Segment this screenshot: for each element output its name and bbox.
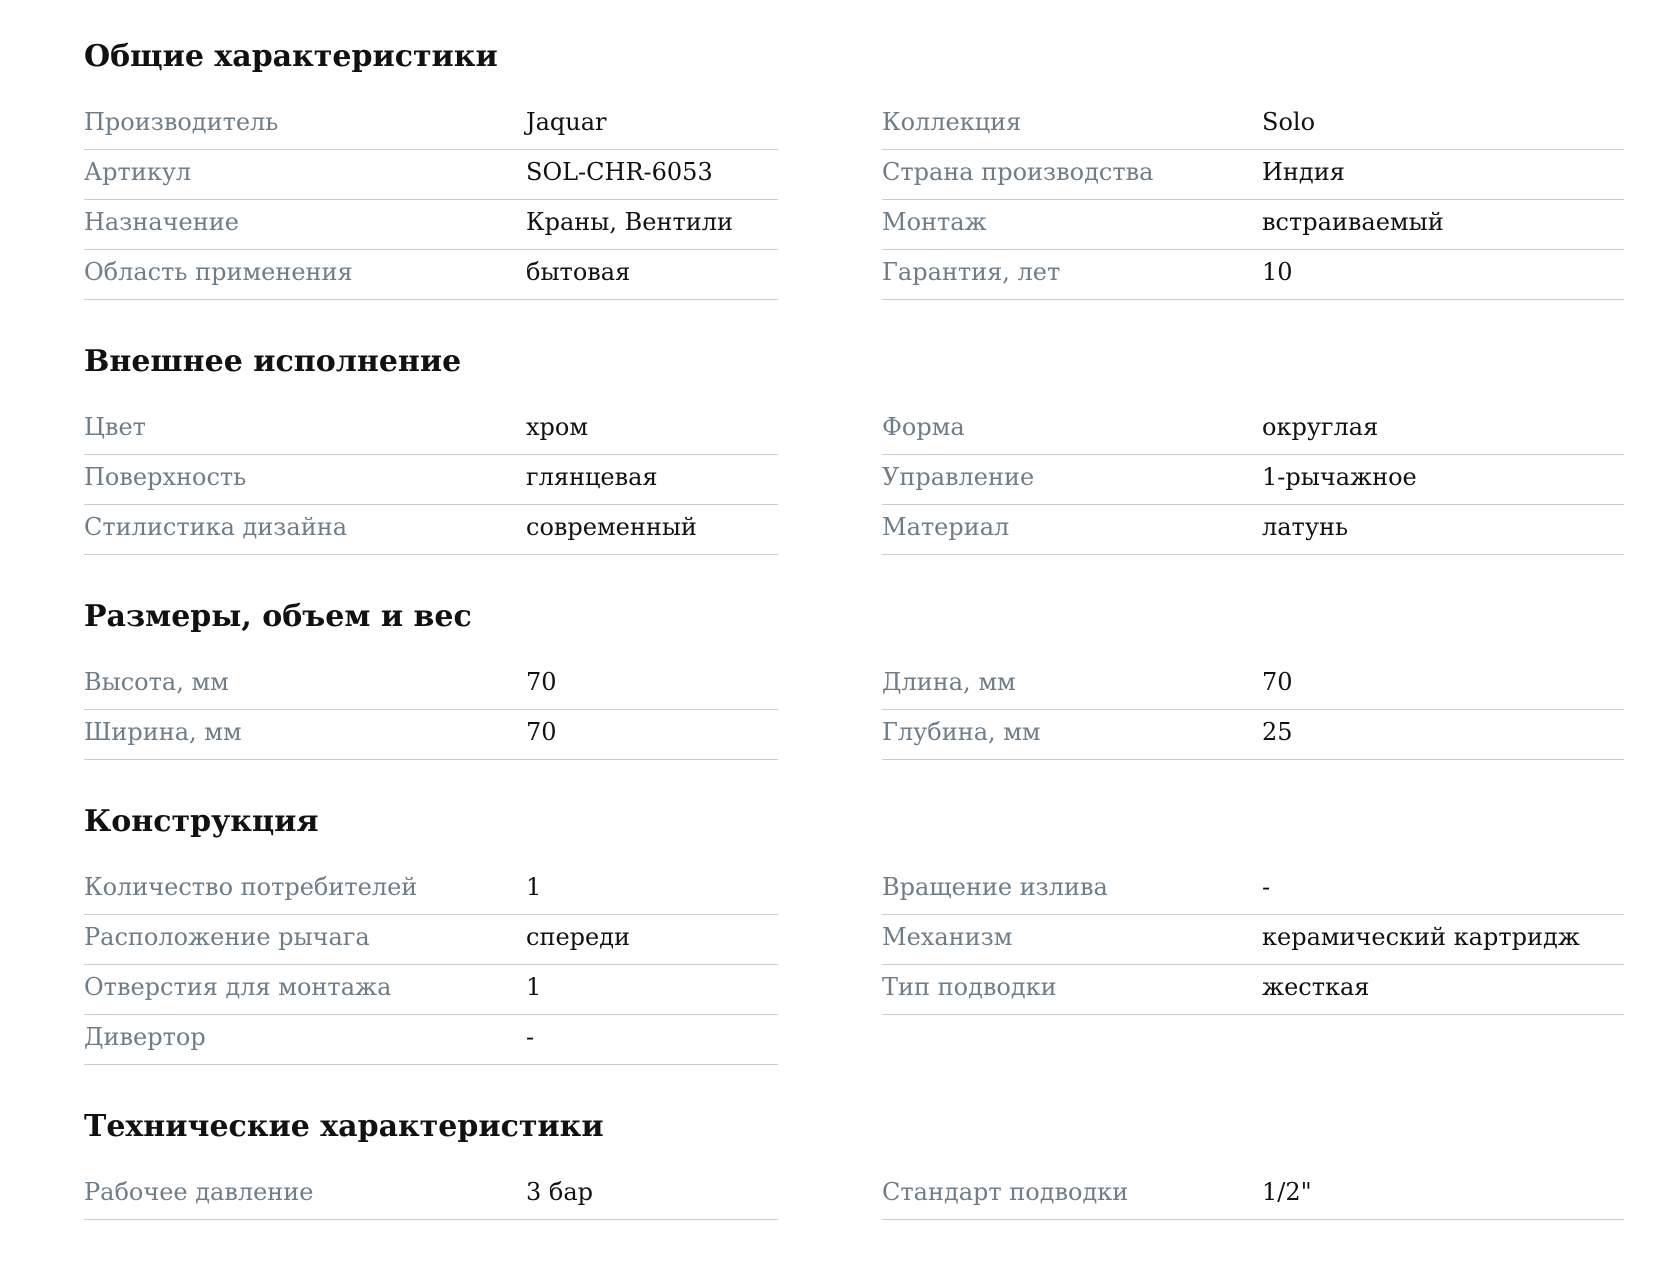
spec-value: 25 [1262,718,1293,746]
spec-column-right [882,405,1624,555]
spec-value: 3 бар [526,1178,594,1206]
section-general [84,32,1624,286]
spec-label: Поверхность [84,463,247,491]
spec-column-left [84,100,778,300]
spec-column-left [84,865,778,1065]
spec-column-right [882,865,1624,1015]
section-appearance [84,337,1624,541]
spec-value: глянцевая [526,463,658,491]
spec-label: Количество потребителей [84,873,418,901]
spec-value: хром [526,413,589,441]
spec-row [84,100,778,150]
spec-value: Индия [1262,158,1345,186]
spec-row [84,710,778,760]
spec-row [84,200,778,250]
spec-label: Расположение рычага [84,923,370,951]
spec-row [882,100,1624,150]
spec-label: Высота, мм [84,668,229,696]
section-title: Внешнее исполнение [84,344,462,379]
spec-column-right [882,100,1624,300]
spec-value: Jaquar [526,108,607,136]
spec-row [84,455,778,505]
spec-row [882,150,1624,200]
spec-value: Solo [1262,108,1316,136]
spec-label: Управление [882,463,1035,491]
spec-value: современный [526,513,697,541]
spec-label: Отверстия для монтажа [84,973,392,1001]
spec-value: Краны, Вентили [526,208,733,236]
spec-label: Коллекция [882,108,1022,136]
spec-label: Рабочее давление [84,1178,314,1206]
spec-label: Страна производства [882,158,1154,186]
spec-row [882,865,1624,915]
spec-value: спереди [526,923,630,951]
spec-column-left [84,660,778,760]
spec-value: встраиваемый [1262,208,1444,236]
spec-row [882,455,1624,505]
spec-label: Ширина, мм [84,718,242,746]
spec-row [84,1015,778,1065]
spec-row [882,965,1624,1015]
spec-label: Глубина, мм [882,718,1041,746]
spec-value: бытовая [526,258,631,286]
spec-column-right [882,1170,1624,1220]
spec-label: Вращение излива [882,873,1108,901]
spec-label: Механизм [882,923,1013,951]
spec-label: Дивертор [84,1023,206,1051]
spec-row [84,150,778,200]
spec-label: Назначение [84,208,239,236]
spec-value: 1/2" [1262,1178,1312,1206]
spec-row [882,915,1624,965]
spec-value: 70 [526,668,557,696]
spec-label: Область применения [84,258,353,286]
spec-label: Артикул [84,158,192,186]
spec-value: 1 [526,973,542,1001]
spec-label: Стандарт подводки [882,1178,1129,1206]
spec-row [84,965,778,1015]
spec-row [882,710,1624,760]
spec-value: 1-рычажное [1262,463,1417,491]
spec-row [84,865,778,915]
spec-label: Материал [882,513,1010,541]
spec-row [84,250,778,300]
spec-row [84,660,778,710]
spec-label: Длина, мм [882,668,1016,696]
spec-value: жесткая [1262,973,1370,1001]
spec-label: Гарантия, лет [882,258,1061,286]
spec-label: Стилистика дизайна [84,513,348,541]
spec-label: Форма [882,413,965,441]
section-title: Общие характеристики [84,39,498,74]
spec-row [882,660,1624,710]
spec-row [84,405,778,455]
spec-label: Тип подводки [882,973,1057,1001]
section-title: Размеры, объем и вес [84,599,472,634]
spec-value: SOL-CHR-6053 [526,158,713,186]
spec-column-left [84,1170,778,1220]
spec-row [882,505,1624,555]
spec-column-right [882,660,1624,760]
section-technical [84,1102,1624,1206]
section-dimensions [84,592,1624,746]
spec-row [882,1170,1624,1220]
spec-value: округлая [1262,413,1379,441]
spec-value: латунь [1262,513,1349,541]
spec-label: Цвет [84,413,146,441]
spec-value: 70 [1262,668,1293,696]
spec-value: 1 [526,873,542,901]
spec-value: - [1262,873,1271,901]
spec-value: 70 [526,718,557,746]
spec-value: 10 [1262,258,1293,286]
section-title: Конструкция [84,804,319,839]
spec-row [84,915,778,965]
spec-column-left [84,405,778,555]
section-title: Технические характеристики [84,1109,604,1144]
spec-row [882,405,1624,455]
spec-row [882,250,1624,300]
spec-row [84,505,778,555]
spec-label: Производитель [84,108,279,136]
spec-value: - [526,1023,535,1051]
section-construction [84,797,1624,1051]
spec-row [84,1170,778,1220]
spec-row [882,200,1624,250]
spec-label: Монтаж [882,208,987,236]
spec-value: керамический картридж [1262,923,1580,951]
